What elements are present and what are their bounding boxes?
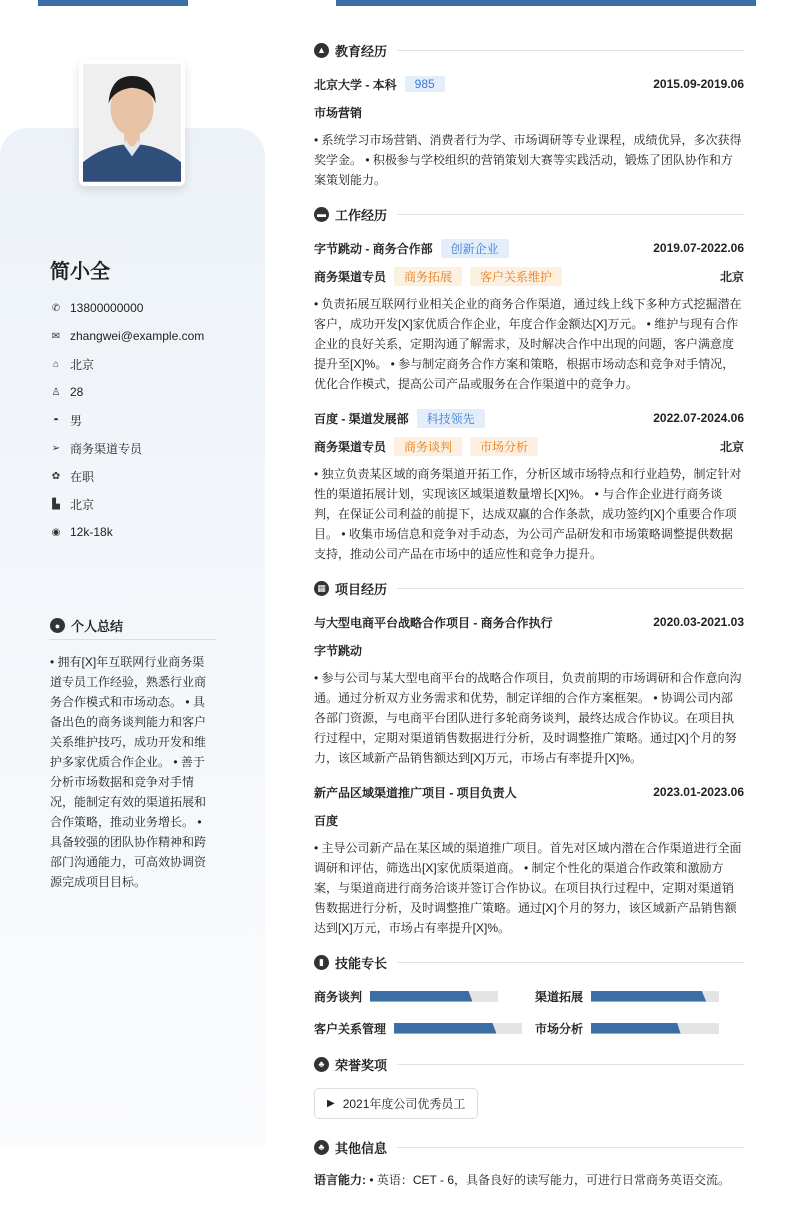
section-other: ♣ 其他信息 — [314, 1137, 744, 1157]
skill-bar-fill — [394, 1023, 496, 1034]
section-awards: ♣ 荣誉奖项 — [314, 1054, 744, 1074]
top-accent-bar — [38, 0, 188, 6]
info-location: ⌂ 北京 — [50, 350, 204, 378]
skill-item: 市场分析 — [535, 1018, 744, 1038]
mail-icon: ✉ — [51, 330, 61, 342]
summary-text: • 拥有[X]年互联网行业商务渠道专员工作经验，熟悉行业商务合作模式和市场动态。 • 具备出色的商务谈判能力和客户关系维护技巧，成功开发和维护多家优质合作企业。 • 善于分析市场数据和竞争对手情况，能制定有效的渠道拓展和合作策略，推动业务增长。 • 具备较强的团队协作精神和跨部门沟通能力，可高效协调资源完成项目目标。 — [50, 655, 207, 889]
avatar — [79, 60, 185, 186]
tag: 985 — [405, 76, 445, 92]
info-phone: ✆ 13800000000 — [51, 301, 144, 315]
skill-item: 客户关系管理 — [314, 1018, 535, 1038]
skill-bar-fill — [370, 991, 472, 1002]
skill-item: 渠道拓展 — [535, 986, 744, 1006]
info-age: ♙ 28 — [51, 385, 84, 399]
section-skills: ▮ 技能专长 — [314, 952, 744, 972]
skill-bar-fill — [591, 991, 706, 1002]
award-item[interactable]: ▶ 2021年度公司优秀员工 — [314, 1088, 478, 1119]
candidate-name: 简小全 — [50, 261, 110, 283]
info-gender: ◓ 男 — [50, 406, 204, 434]
summary-heading: ● 个人总结 — [50, 616, 216, 640]
cake-icon: ♙ — [51, 386, 61, 398]
info-status: ✿ 在职 — [51, 469, 95, 484]
section-education: ▲ 教育经历 — [314, 40, 744, 60]
top-accent-bar — [336, 0, 756, 6]
gender-icon: ◓ — [52, 414, 60, 426]
grid-icon: ▦ — [314, 581, 329, 596]
info-icon: ♣ — [314, 1140, 329, 1155]
chart-icon: ▮ — [314, 955, 329, 970]
triangle-icon: ▶ — [327, 1098, 335, 1109]
info-position: ➢ 商务渠道专员 — [51, 441, 143, 456]
award-icon: ♣ — [314, 1057, 329, 1072]
main-content: ▲ 教育经历 北京大学 - 本科 985 2015.09-2019.06 市场营销 • 系统学习市场营销、消费者行为学、市场调研等专业课程，成绩优异，多次获得奖学金。 • 积极参与学校组织的营销策划大赛等实践活动，锻炼了团队协作和方案策划能力。 ▬ 工作经历 字节跳动 - 商务合作部 创新企业 2019.07-2022.06 商务渠道专员 商务拓展 客户关系维护 北京 • 负责拓展互联网行业相关企业的商务合作渠道，通过线上线下多种方式挖掘潜在客户，成功开发[X]家优质合作企业，年度合作金额达[X]万元。 • 维护与现有合作企业的良好关系，定期沟通了解需求，及时解决合作中出现的问题，客户满意度提升至[X]%。 • 参与制定商务合作方案和策略，根据市场动态和竞争对手情况，优化合作模式，提高公司产品或服务在合作渠道中的竞争力。 百度 - 渠道发展部 科技领先 2022.07-2024.06 商务渠道专员 商务谈判 市场分析 北京 • 独立负责某区域的商务渠道开拓工作，分析区域市场特点和行业趋势，制定针对性的渠道拓展计划，实现该区域渠道数量增长[X]%。 • 与合作企业进行商务谈判，在保证公司利益的前提下，达成双赢的合作条款，成功签约[X]个重要合作项目。 • 收集市场信息和竞争对手动态，为公司产品研发和市场策略调整提供数据支持，推动公司产品在市场中的适应性和竞争力提升。 ▦ 项目经历 与大型电商平台战略合作项目 - 商务合作执行 2020.03-2021.03 字节跳动 • 参与公司与某大型电商平台的战略合作项目，负责前期的市场调研和合作意向沟通。通过分析双方业务需求和优势，制定详细的合作方案框架。 • 协调公司内部各部门资源，与电商平台团队进行多轮商务谈判，最终达成合作协议。在项目执行过程中，定期对渠道销售数据进行分析，及时调整推广策略。通过[X]个月的努力，该区域新产品销售额达到[X]万元，市场占有率提升[X]%。 新产品区域渠道推广项目 - 项目负责人 2023.01-2023.06 百度 • 主导公司新产品在某区域的渠道推广项目。首先对区域内潜在合作渠道进行全面调研和评估，筛选出[X]家优质渠道商。 • 制定个性化的渠道合作政策和激励方案，与渠道商进行商务洽谈并签订合作协议。在项目执行过程中，定期对渠道销售数据进行分析，及时调整推广策略。通过[X]个月的努力，该区域新产品销售额达到[X]万元，市场占有率提升[X]%。 ▮ 技能专长 商务谈判 渠道拓展 客户关系管理 市场分析 ♣ 荣誉奖项 ▶ 2021年度公司优秀员工 ♣ 其他信息 语言能力: • 英语：CET - 6，具备良好的读写能力，可进行日常商务英语交流。 — [314, 40, 744, 1188]
send-icon: ➢ — [51, 442, 61, 454]
skill-bar-fill — [591, 1023, 681, 1034]
info-city: ▙ 北京 — [50, 490, 204, 518]
status-icon: ✿ — [51, 470, 61, 482]
briefcase-icon: ▬ — [314, 207, 329, 222]
section-work: ▬ 工作经历 — [314, 204, 744, 224]
salary-icon: ◉ — [51, 526, 61, 538]
building-icon: ▙ — [52, 498, 60, 510]
info-email: ✉ zhangwei@example.com — [51, 329, 205, 343]
graduation-cap-icon: ▲ — [314, 43, 329, 58]
phone-icon: ✆ — [51, 302, 61, 314]
user-icon: ● — [50, 618, 65, 633]
skill-item: 商务谈判 — [314, 986, 535, 1006]
contact-info — [50, 294, 204, 546]
info-salary: ◉ 12k-18k — [51, 525, 113, 539]
home-icon: ⌂ — [52, 358, 60, 370]
section-projects: ▦ 项目经历 — [314, 578, 744, 598]
